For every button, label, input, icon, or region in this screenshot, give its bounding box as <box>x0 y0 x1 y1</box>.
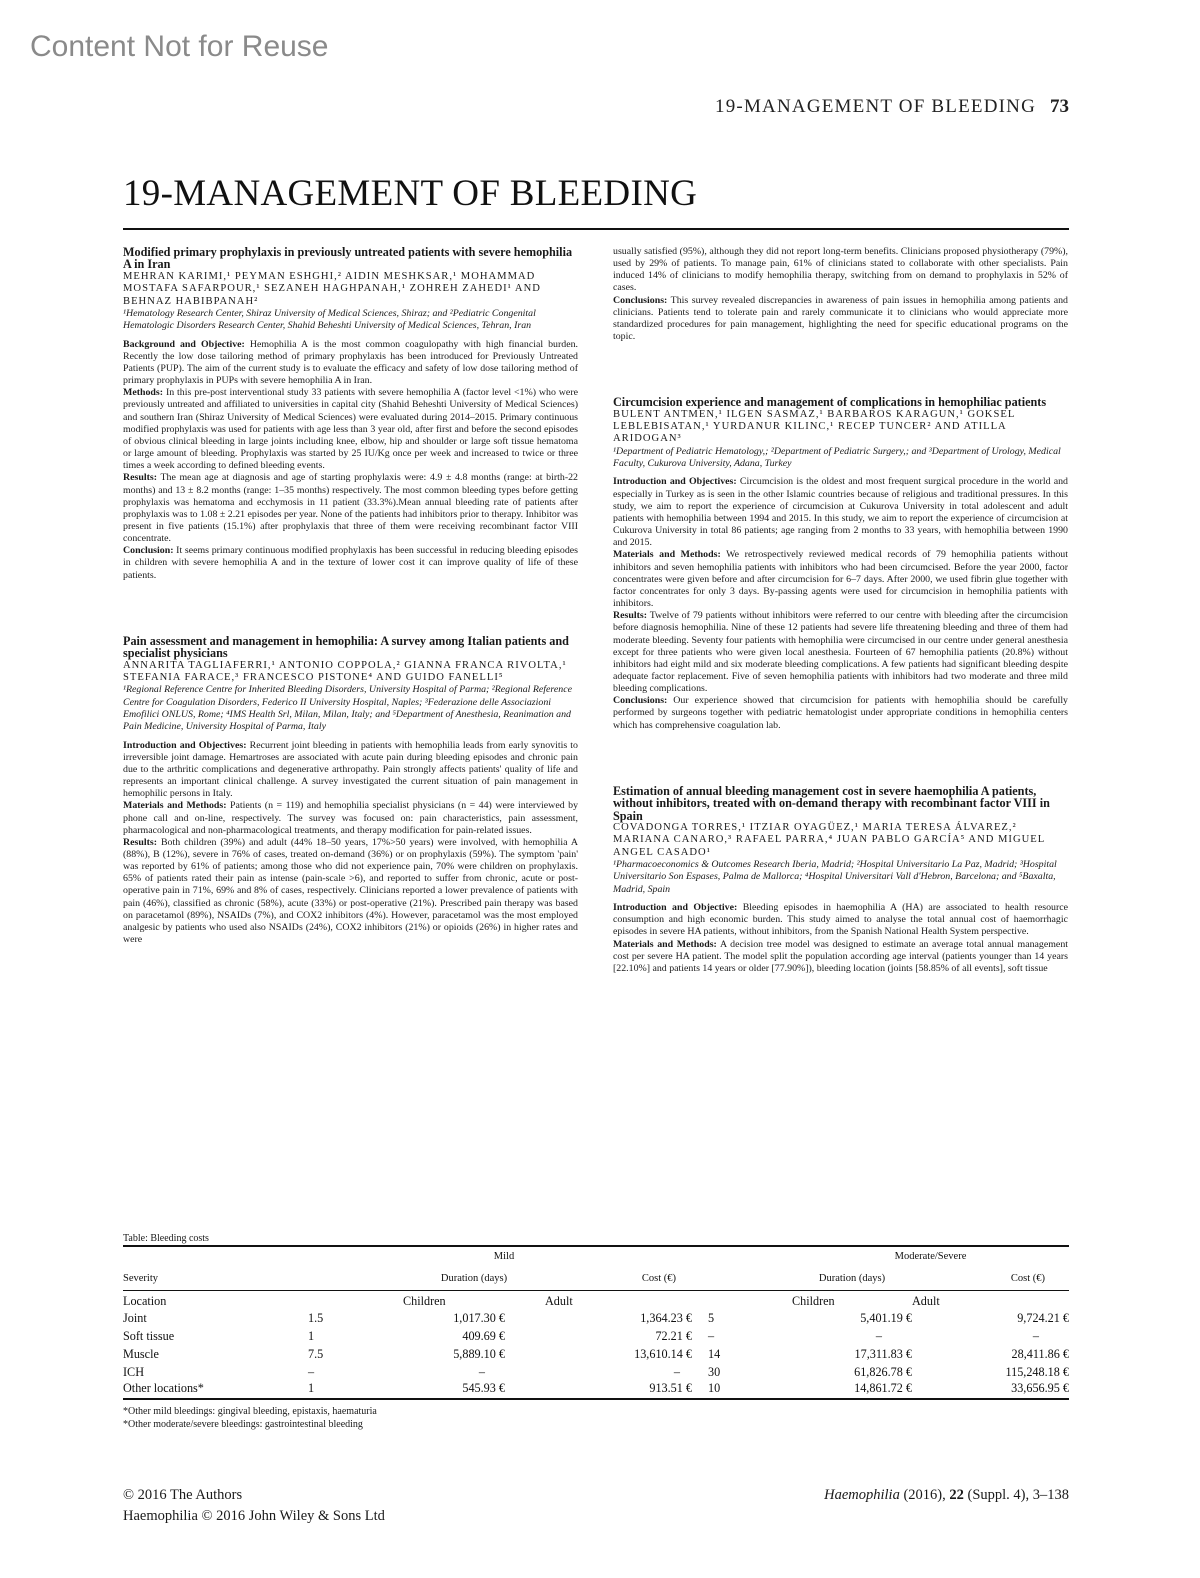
abstract-bleeding-cost <box>613 785 1068 975</box>
abstract-authors: ANNARITA TAGLIAFERRI,¹ ANTONIO COPPOLA,² GIANNA FRANCA RIVOLTA,¹ STEFANIA FARACE,³ FRANCESCO PISTONE⁴ AND GUIDO FANELLI⁵ <box>123 659 567 683</box>
abstract-paragraph: Introduction and Objectives: Recurrent joint bleeding in patients with hemophilia leads from early synovitis to irreversible joint damage. Hemartroses are associated with acute pain during bleeding episodes and chronic pain due to the arthritic complications and degenerative arthropathy. Pain strongly affects patients' quality of life and represents an important clinical challenge. A survey investigated the current situation of pain management in hemophilic persons in Italy. <box>123 739 578 800</box>
section-title: 19-MANAGEMENT OF BLEEDING <box>123 173 698 214</box>
column-header: Cost (€) <box>912 1266 1069 1291</box>
copyright-publisher: Haemophilia © 2016 John Wiley & Sons Ltd <box>123 1508 385 1524</box>
column-header: Duration (days) <box>792 1266 912 1291</box>
abstract-paragraph: Results: The mean age at diagnosis and age of starting prophylaxis were: 4.9 ± 4.8 months (range: at birth-22 months) and 13 ± 8.2 months (range: 1–35 months) respectively. The most common bleeding types before getting prophylaxis was hematoma and ecchymosis in 11 patient (33.3%).Mean annual bleeding rate of patients after prophylaxis was to 1.08 ± 2.21 episodes per year. None of the patients had inhibitors prior to therapy. Inhibitor was present in five patients (15.1%) after prophylaxis that three of them were receiving recombinant factor VIII concentrate. <box>123 472 578 545</box>
table-caption: Table: Bleeding costs <box>123 1233 209 1244</box>
column-header: Severity <box>123 1266 308 1291</box>
table-row: ICH – – – 30 61,826.78 € 115,248.18 € <box>123 1364 1069 1379</box>
copyright-authors: © 2016 The Authors <box>123 1487 243 1503</box>
abstract-paragraph: Introduction and Objectives: Circumcision is the oldest and most frequent surgical procedure in the world and especially in Turkey as is seen in the other Islamic countries because of religious and traditional pressures. In this study, we aim to report the experience of circumcision at Cukurova University in total adolescent and adult patients with hemophilia between 1994 and 2015. In this study, we aim to report the experience of circumcision at Cukurova University in total 86 patients; age ranging from 2 months to 33 years, with hemophilia between 1990 and 2015. <box>613 476 1068 549</box>
abstract-authors: COVADONGA TORRES,¹ ITZIAR OYAGÜEZ,¹ MARIA TERESA ÁLVAREZ,² MARIANA CANARO,³ RAFAEL PARRA,⁴ JUAN PABLO GARCÍA⁵ AND MIGUEL ANGEL CASADO¹ <box>613 821 1045 858</box>
abstract-title: Estimation of annual bleeding management cost in severe haemophilia A patients, without inhibitors, treated with on-demand therapy with recombinant factor VIII in Spain <box>613 783 1050 823</box>
abstract-paragraph: Materials and Methods: Patients (n = 119) and hemophilia specialist physicians (n = 44) were interviewed by phone call and on-line, respectively. The survey was focused on: pain characteristics, pain assessment, pharmacological and non-pharmacological treatments, and therapy modification for pain-related issues. <box>123 800 579 836</box>
citation-year: (2016), <box>899 1487 950 1503</box>
abstract-affiliations: ¹Hematology Research Center, Shiraz University of Medical Sciences, Shiraz; and ²Pediatric Congenital Hematologic Disorders Research Center, Shahid Beheshti University of Medical Sciences, Tehran, Iran <box>123 308 536 332</box>
journal-name: Haemophilia <box>824 1487 900 1503</box>
column-header: Duration (days) <box>403 1266 545 1291</box>
abstract-paragraph: Conclusion: It seems primary continuous modified prophylaxis has been successful in reducing bleeding episodes in children with severe hemophilia A and in the texture of lower cost it can improve quality of life of these patients. <box>123 545 578 581</box>
right-column <box>613 246 1068 1198</box>
abstract-paragraph: Conclusions: Our experience showed that circumcision for patients with hemophilia should be carefully performed by surgeons together with pediatric hematologist under appropriate conditions in hemophilia centers which has comprehensive coagulation lab. <box>613 695 1068 731</box>
table-notes <box>123 1405 1069 1431</box>
running-head <box>715 96 1069 118</box>
abstract-circumcision <box>613 396 1068 732</box>
table-row: Soft tissue 1 409.69 € 72.21 € – – – <box>123 1328 1039 1343</box>
citation-pages: (Suppl. 4), 3–138 <box>963 1487 1069 1503</box>
watermark: Content Not for Reuse <box>30 30 329 63</box>
citation-volume: 22 <box>949 1487 964 1503</box>
abstract-title: Circumcision experience and management of complications in hemophiliac patients <box>613 395 1047 410</box>
footer-copyright <box>123 1485 385 1527</box>
table-row: Muscle 7.5 5,889.10 € 13,610.14 € 14 17,311.83 € 28,411.86 € <box>123 1346 1069 1361</box>
abstract-prophylaxis <box>123 246 578 582</box>
page-number: 73 <box>1050 96 1069 117</box>
abstract-affiliations: ¹Pharmacoeconomics & Outcomes Research Iberia, Madrid; ²Hospital Universitario La Paz, Madrid; ³Hospital Universitario Son Espases, Palma de Mallorca; ⁴Hospital Universitari Vall d'Hebron, Barcelona; and ⁵Baxalta, Madrid, Spain <box>613 859 1057 895</box>
group-header-moderate: Moderate/Severe <box>792 1246 1069 1266</box>
abstract-paragraph: Background and Objective: Hemophilia A is the most common coagulopathy with high financial burden. Recently the low dose tailoring method of primary prophylaxis has been introduced for Previously Untreated Patients (PUP). The aim of the current study is to evaluate the efficacy and safety of low dose tailoring method of primary prophylaxis in PUPs with severe hemophilia A in Iran. <box>123 338 578 387</box>
abstract-paragraph: Results: Both children (39%) and adult (44% 18–50 years, 17%>50 years) were involved, with hemophilia A (88%), B (12%), severe in 76% of cases, treated on-demand (36%) or on prophylaxis (59%). The symptom 'pain' was reported by 61% of patients; among those who did not experience pain, 70% were children on prophylaxis. 65% of patients rated their pain as intense (pain-scale >6), and reported to suffer from chronic, acute or post-operative pain in 71%, 69% and 8% of cases, respectively. Clinicians reported a lower prevalence of patients with pain (46%), classified as chronic (58%), acute (33%) or post-operative (21%). Prescribed pain therapy was based on paracetamol (89%), NSAIDs (7%), and COX2 inhibitors (4%). However, paracetamol was the most employed analgesic by patients who used also NSAIDs (24%), COX2 inhibitors (21%) or opioids (26%) in higher rates and were <box>123 836 578 946</box>
abstract-paragraph: Results: Twelve of 79 patients without inhibitors were referred to our centre with bleeding after the circumcision before diagnosis hemophilia. Nine of these 12 patients had severe life threatening bleeding and three of them had moderate bleeding. Seventy four patients with hemophilia were circumcised in our centre under general anesthesia except for three patients who were given local anesthesia. Fourteen of 67 hemophilia patients (20.8%) without inhibitors had eight mild and six moderate bleeding complications. A few patients had significant bleeding despite adequate factor replacement. Five of seven hemophilia patients with inhibitors had two moderate and three mild bleeding complications. <box>613 610 1068 695</box>
abstract-paragraph: Methods: In this pre-post interventional study 33 patients with severe hemophilia A (factor level <1%) who were previously untreated and affiliated to universities in capital city (Shahid Beheshti University of Medical Sciences) and southern Iran (Shiraz University of Medical Sciences) were evaluated during 2014–2015. Primary continuous modified prophylaxis was used for patients with age less than 3 year old, after first and before the second episodes of obvious clinical bleeding in large joints including knee, elbow, hip and shoulder or large soft tissue hematoma or large amount of bleeding. Prophylaxis was started by 25 IU/Kg once per week and increased to twice or three times a week according to defined bleeding events. <box>123 387 578 472</box>
abstract-authors: BULENT ANTMEN,¹ ILGEN SASMAZ,¹ BARBAROS KARAGUN,¹ GOKSEL LEBLEBISATAN,¹ YURDANUR KILINC,¹ RECEP TUNCER² AND ATILLA ARIDOGAN³ <box>613 408 1015 445</box>
title-rule <box>123 228 1069 230</box>
running-head-title: 19-MANAGEMENT OF BLEEDING <box>715 96 1036 117</box>
abstract-pain-assessment-continued <box>613 246 1068 343</box>
bleeding-costs-table <box>123 1245 1069 1400</box>
abstract-title: Modified primary prophylaxis in previously untreated patients with severe hemophilia A in Iran <box>123 245 573 272</box>
abstract-affiliations: ¹Regional Reference Centre for Inherited Bleeding Disorders, University Hospital of Parma; ²Regional Reference Centre for Coagulation Disorders, Federico II University Hospital, Naples; ³Federazione delle Associazioni Emofilici ONLUS, Rome; ⁴IMS Health Srl, Milan, Milan, Italy; and ⁵Department of Anesthesia, Reanimation and Pain Medicine, University Hospital of Parma, Italy <box>123 684 572 733</box>
abstract-pain-assessment <box>123 635 578 946</box>
abstract-paragraph: Conclusions: This survey revealed discrepancies in awareness of pain issues in hemophilia among patients and clinicians. Patients tend to tolerate pain and rarely communicate it to clinicians who would appreciate more standardized procedures for pain management, highlighting the need for specific educational programs on the topic. <box>613 294 1068 343</box>
table-row: Other locations* 1 545.93 € 913.51 € 10 14,861.72 € 33,656.95 € <box>123 1381 1069 1399</box>
abstract-paragraph: Materials and Methods: A decision tree model was designed to estimate an average total annual management cost per severe HA patient. The model split the population according age interval (patients younger than 14 years [22.10%] and patients 14 years or older [77.90%]), bleeding location (joints [58.85% of all events], soft tissue <box>613 938 1068 974</box>
bleeding-costs-table-block <box>123 1233 1069 1431</box>
abstract-paragraph: Materials and Methods: We retrospectively reviewed medical records of 79 hemophilia patients without inhibitors and seven hemophilia patients with inhibitors who had been circumcised. Before the year 2000, factor concentrates were given before and after circumcision for 6–7 days. After 2000, we used fibrin glue together with factor concentrates for only 3 days. By-passing agents were used for circumcision in hemophilia patients with inhibitors. <box>613 549 1068 610</box>
abstract-paragraph: Introduction and Objective: Bleeding episodes in haemophilia A (HA) are associated to health resource consumption and high economic burden. This study aimed to analyse the total annual cost of haemorrhagic episodes in severe HA patients, without inhibitors, from the Spanish National Health System perspective. <box>613 902 1068 938</box>
group-header-mild: Mild <box>308 1246 700 1266</box>
abstract-title: Pain assessment and management in hemophilia: A survey among Italian patients and specialist physicians <box>123 633 569 661</box>
left-column <box>123 246 578 1198</box>
abstract-paragraph: usually satisfied (95%), although they did not report long-term benefits. Clinicians proposed physiotherapy (79%), used by 29% of patients. To manage pain, 61% of clinicians stated to collaborate with other specialists. Pain induced 14% of clinicians to modify hemophilia therapy, switching from on demand to prophylaxis in 52% of cases. <box>613 246 1068 294</box>
table-note: *Other moderate/severe bleedings: gastrointestinal bleeding <box>123 1419 363 1430</box>
table-row: Location Children Adult Children Adult <box>123 1294 940 1308</box>
table-row: Joint 1.5 1,017.30 € 1,364.23 € 5 5,401.19 € 9,724.21 € <box>123 1310 1069 1325</box>
column-header: Cost (€) <box>545 1266 700 1291</box>
footer-citation <box>824 1485 1069 1506</box>
abstract-authors: MEHRAN KARIMI,¹ PEYMAN ESHGHI,² AIDIN MESHKSAR,¹ MOHAMMAD MOSTAFA SAFARPOUR,¹ SEZANEH HAGHPANAH,¹ ZOHREH ZAHEDI¹ AND BEHNAZ HABIBPANAH² <box>123 270 541 307</box>
table-body <box>123 1291 1069 1400</box>
abstract-affiliations: ¹Department of Pediatric Hematology,; ²Department of Pediatric Surgery,; and ³Department of Urology, Medical Faculty, Cukurova University, Adana, Turkey <box>613 445 1061 470</box>
table-note: *Other mild bleedings: gingival bleeding, epistaxis, haematuria <box>123 1406 377 1417</box>
